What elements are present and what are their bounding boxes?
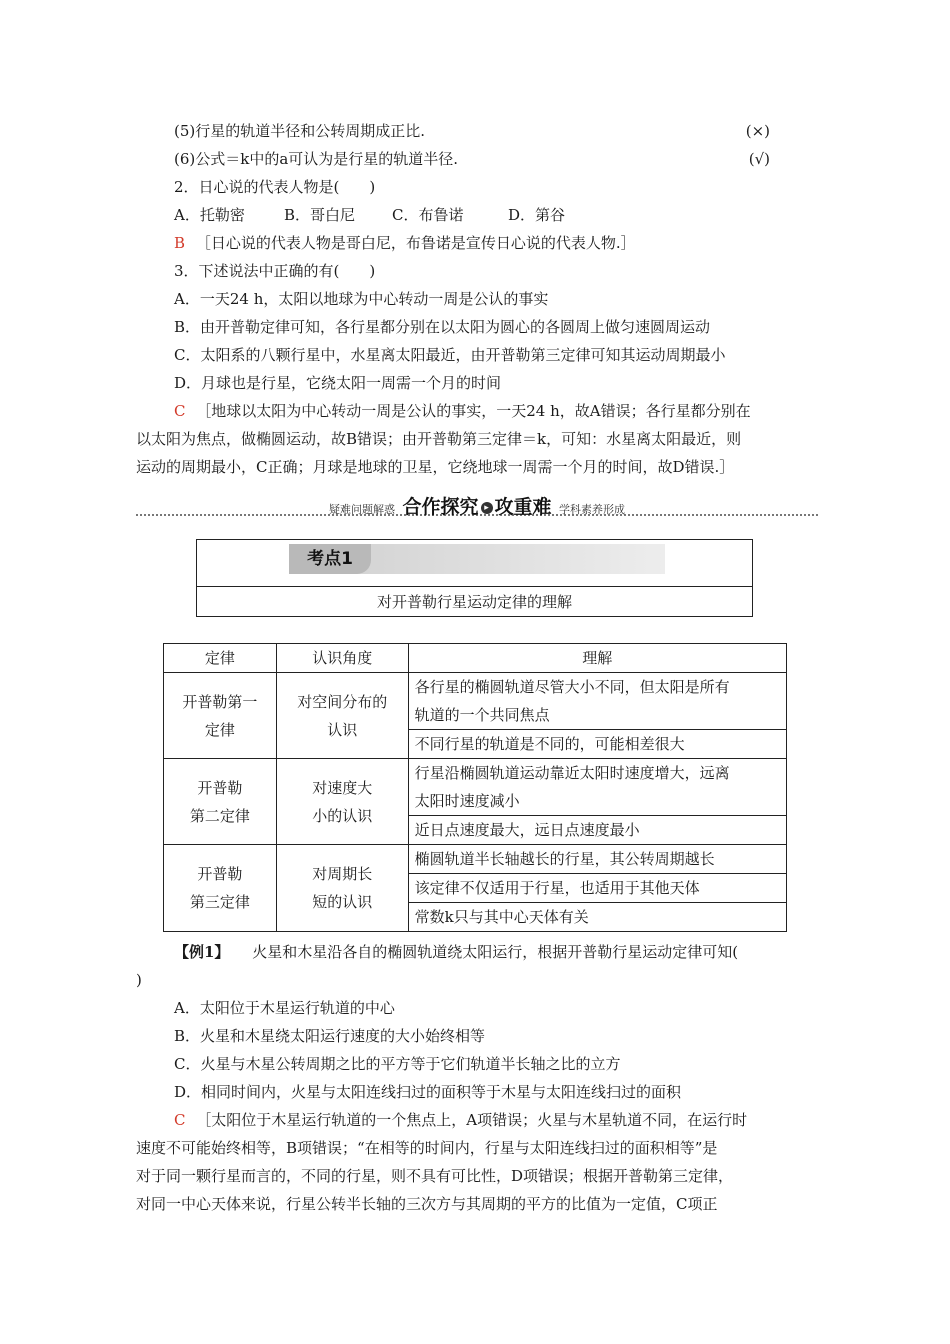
header-angle: 认识角度 (276, 644, 408, 673)
example1-option-c: C．火星与木星公转周期之比的平方等于它们轨道半长轴之比的立方 (174, 1055, 621, 1073)
law-line: 开普勒 (197, 778, 243, 797)
law-cell (164, 759, 277, 845)
example1-answer: C (174, 1111, 186, 1129)
judge-mark: (√) (748, 150, 770, 168)
angle-line: 对空间分布的 (297, 692, 388, 711)
understanding-cell (408, 673, 786, 730)
q3-option-d: D．月球也是行星，它绕太阳一周需一个月的时间 (174, 374, 502, 392)
understanding-cell (408, 759, 786, 816)
example1-stem-cont: ) (136, 971, 142, 989)
table-header-row (164, 644, 787, 673)
law-line: 第二定律 (189, 806, 250, 825)
judge-text: (6)公式＝k中的a可认为是行星的轨道半径. (174, 150, 459, 168)
angle-line: 对速度大 (312, 778, 373, 797)
q2-explanation: ［日心说的代表人物是哥白尼，布鲁诺是宣传日心说的代表人物.］ (195, 234, 636, 252)
example1-explanation-4: 对同一中心天体来说，行星公转半长轴的三次方与其周期的平方的比值为一定值，C项正 (136, 1195, 718, 1213)
understanding-line: 太阳时速度减小 (414, 792, 520, 810)
understanding-cell: 常数k只与其中心天体有关 (408, 903, 786, 932)
law-line: 第三定律 (189, 893, 250, 911)
table-row (164, 759, 787, 816)
section-header-text (136, 492, 818, 519)
judge-item-5 (174, 121, 770, 141)
q3-option-a: A．一天24 h，太阳以地球为中心转动一周是公认的事实 (174, 290, 549, 308)
q2-answer-line (174, 233, 636, 253)
angle-line: 短的认识 (312, 893, 373, 911)
header-law: 定律 (164, 644, 277, 673)
example1-stem: 火星和木星沿各自的椭圆轨道绕太阳运行，根据开普勒行星运动定律可知( (252, 943, 739, 961)
angle-cell (276, 673, 408, 759)
q3-answer: C (174, 402, 186, 420)
example1-option-d: D．相同时间内，火星与太阳连线扫过的面积等于木星与太阳连线扫过的面积 (174, 1083, 682, 1101)
q3-explanation-1: ［地球以太阳为中心转动一周是公认的事实，一天24 h，故A错误；各行星都分别在 (196, 402, 751, 420)
example1-label: 【例1】 (174, 943, 230, 961)
judge-item-6 (174, 149, 770, 169)
q2-option-c: C．布鲁诺 (392, 206, 464, 224)
section-header-title (402, 496, 551, 518)
understanding-cell: 不同行星的轨道是不同的，可能相差很大 (408, 730, 786, 759)
q3-explanation-3: 运动的周期最小，C正确；月球是地球的卫星，它绕地球一周需一个月的时间，故D错误.］ (136, 458, 735, 476)
example1-option-a: A．太阳位于木星运行轨道的中心 (174, 999, 395, 1017)
section-header-left: 疑难问题解惑 (328, 503, 395, 516)
law-cell (164, 845, 277, 932)
table-row (164, 673, 787, 730)
q2-option-b: B．哥白尼 (284, 206, 356, 224)
understanding-line: 各行星的椭圆轨道尽管大小不同，但太阳是所有 (414, 678, 730, 696)
example1-explanation-2: 速度不可能始终相等，B项错误；“在相等的时间内，行星与太阳连线扫过的面积相等”是 (136, 1139, 718, 1157)
judge-text: (5)行星的轨道半径和公转周期成正比. (174, 122, 426, 140)
kaodian-box (196, 539, 753, 617)
law-line: 开普勒 (197, 865, 243, 883)
understanding-cell: 该定律不仅适用于行星，也适用于其他天体 (408, 874, 786, 903)
q3-stem: 3．下述说法中正确的有( ) (174, 262, 376, 280)
kaodian-tag (289, 544, 665, 574)
example1-explanation-1: ［太阳位于木星运行轨道的一个焦点上，A项错误；火星与木星轨道不同，在运行时 (196, 1111, 748, 1129)
q3-explanation-2: 以太阳为焦点，做椭圆运动，故B错误；由开普勒第三定律＝k，可知：水星离太阳最近，则 (136, 430, 742, 448)
q2-stem: 2．日心说的代表人物是( ) (174, 178, 376, 196)
section-header-right: 学科素养形成 (559, 503, 626, 516)
section-title-a: 合作探究 (402, 496, 479, 518)
kaodian-badge: 考点1 (289, 544, 371, 574)
header-understanding: 理解 (408, 644, 786, 673)
section-header (136, 492, 818, 522)
understanding-line: 行星沿椭圆轨道运动靠近太阳时速度增大，远离 (414, 764, 730, 782)
understanding-line: 轨道的一个共同焦点 (414, 706, 550, 724)
angle-cell (276, 759, 408, 845)
angle-line: 对周期长 (312, 865, 373, 883)
example1-explanation-3: 对于同一颗行星而言的，不同的行星，则不具有可比性，D项错误；根据开普勒第三定律， (136, 1167, 734, 1185)
law-cell (164, 673, 277, 759)
q3-option-c: C．太阳系的八颗行星中，水星离太阳最近，由开普勒第三定律可知其运动周期最小 (174, 346, 726, 364)
q3-answer-line (174, 401, 751, 421)
judge-mark: (×) (745, 122, 770, 140)
arrow-icon: ▸ (481, 502, 493, 514)
kaodian-title: 对开普勒行星运动定律的理解 (376, 593, 572, 611)
example1-answer-line (174, 1110, 747, 1130)
understanding-cell: 椭圆轨道半长轴越长的行星，其公转周期越长 (408, 845, 786, 874)
q2-option-d: D．第谷 (508, 206, 566, 224)
table-row (164, 845, 787, 874)
law-line: 定律 (204, 720, 235, 739)
angle-line: 小的认识 (312, 806, 373, 825)
q2-answer: B (174, 234, 186, 252)
angle-line: 认识 (327, 720, 358, 739)
law-table (163, 643, 787, 932)
q2-option-a: A．托勒密 (174, 206, 245, 224)
law-line: 开普勒第一 (182, 692, 258, 711)
section-title-b: 攻重难 (494, 496, 552, 518)
understanding-cell: 近日点速度最大，远日点速度最小 (408, 816, 786, 845)
angle-cell (276, 845, 408, 932)
example1-option-b: B．火星和木星绕太阳运行速度的大小始终相等 (174, 1027, 486, 1045)
example1-stem-line (174, 942, 738, 962)
q3-option-b: B．由开普勒定律可知，各行星都分别在以太阳为圆心的各圆周上做匀速圆周运动 (174, 318, 711, 336)
